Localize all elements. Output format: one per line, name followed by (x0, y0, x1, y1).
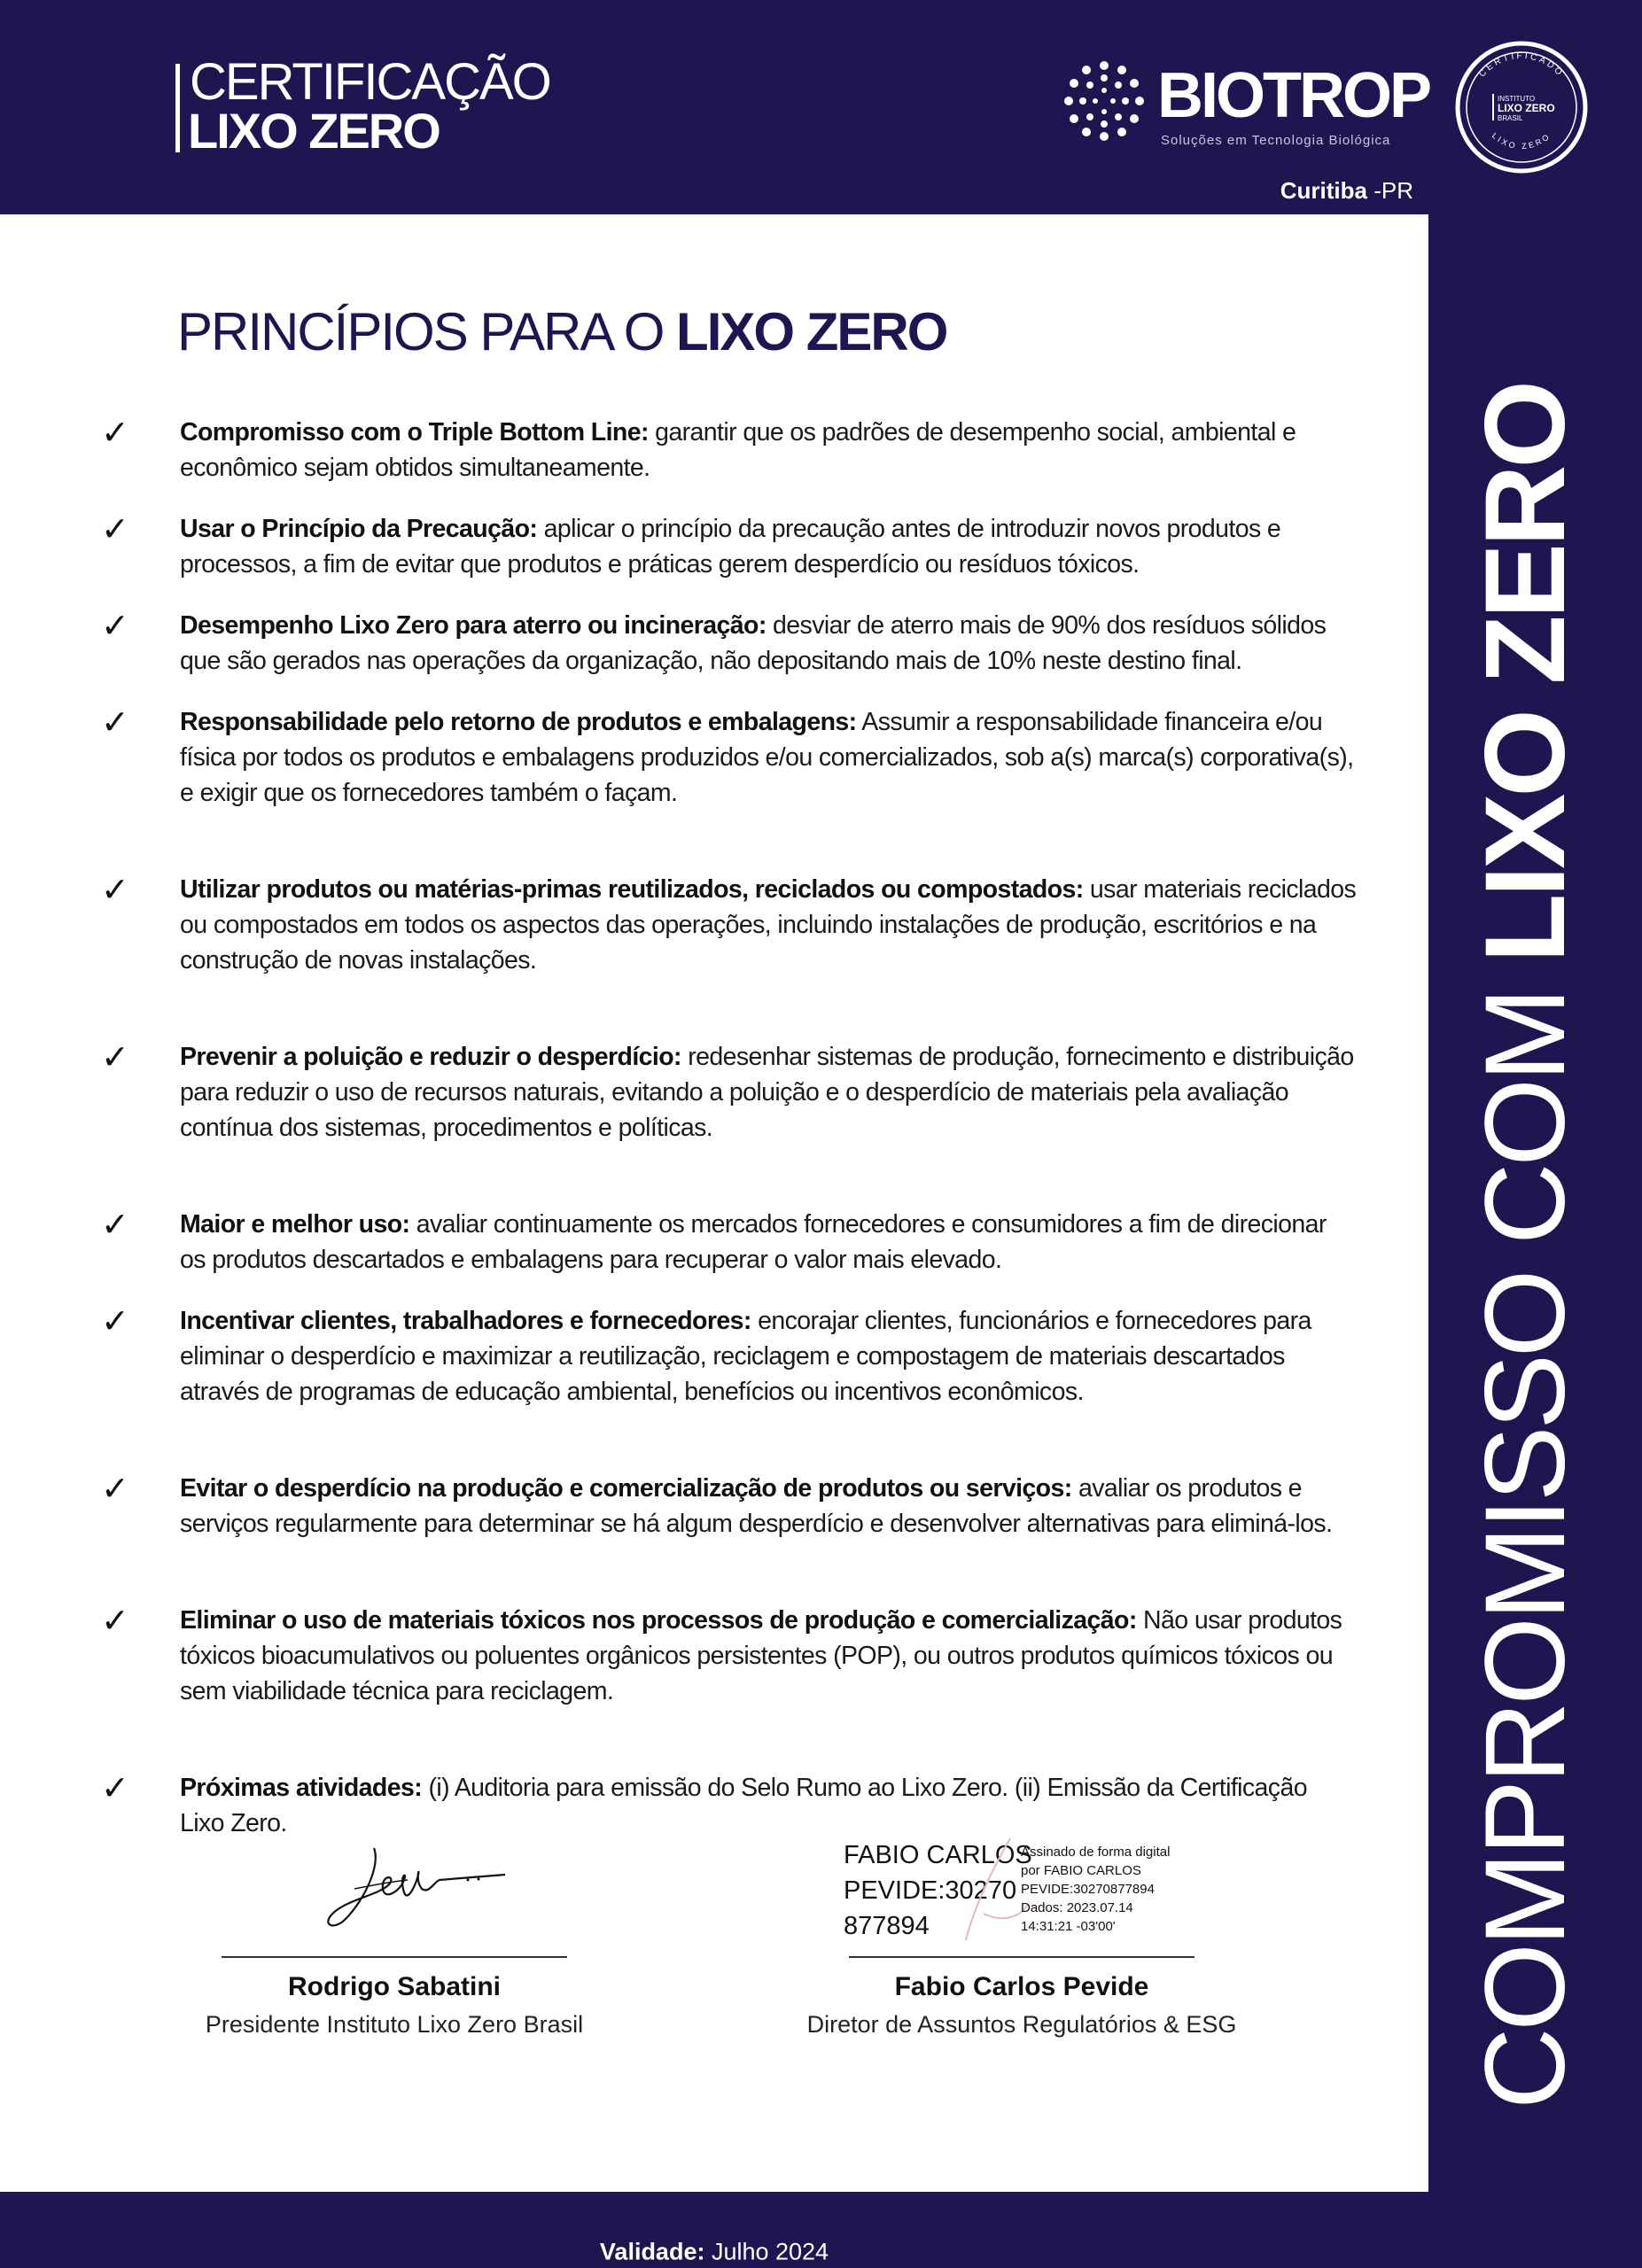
page-title-bold: LIXO ZERO (676, 302, 947, 361)
principle-item (0, 872, 1428, 978)
principle-item (0, 1039, 1428, 1146)
side-banner-bold: LIXO ZERO (1462, 383, 1589, 963)
principles-list (0, 415, 1428, 1841)
principle-text: encorajar clientes, funcionários e fornecedores para eliminar o desperdício e maximizar a reutilização, reciclagem e compostagem de materiais descartados através de programas de educação ambiental, benefícios ou incentivos econômicos. (180, 1307, 1311, 1406)
checkmark-icon: ✓ (101, 703, 129, 742)
certification-title-line1: CERTIFICAÇÃO (190, 53, 550, 111)
page-title-light: PRINCÍPIOS PARA O (177, 302, 677, 361)
principle-text: (i) Auditoria para emissão do Selo Rumo ao Lixo Zero. (ii) Emissão da Certificação Lixo Zero. (180, 1774, 1307, 1837)
principle-item (0, 608, 1428, 679)
principle-text: usar materiais reciclados ou compostados em todos os aspectos das operações, incluindo instalações de produção, escritórios e na construção de novas instalações. (180, 875, 1357, 975)
checkmark-icon: ✓ (101, 870, 129, 909)
handwritten-signature-left (319, 1839, 514, 1937)
checkmark-icon: ✓ (101, 1205, 129, 1244)
principle-item (0, 1770, 1428, 1841)
seal-center-text: LIXO ZERO (1498, 102, 1555, 114)
signature-line-left (222, 1956, 567, 1958)
biotrop-logo-icon (1062, 58, 1147, 144)
principle-title: Evitar o desperdício na produção e comercialização de produtos ou serviços: (180, 1474, 1072, 1503)
header-band (0, 0, 1642, 214)
svg-text:CERTIFICADO (1477, 51, 1565, 79)
principle-text: redesenhar sistemas de produção, fornecimento e distribuição para reduzir o uso de recursos naturais, evitando a poluição e o desperdício de materiais pela avaliação contínua dos sistemas, procedimentos e políticas. (180, 1043, 1354, 1142)
city-name: Curitiba (1280, 177, 1367, 204)
digital-signature-details: Assinado de forma digital por FABIO CARLOS PEVIDE:30270877894 Dados: 2023.07.14 14:31:21 -03'00' (1021, 1845, 1171, 1934)
signer-right-name: Fabio Carlos Pevide (894, 1972, 1149, 2001)
side-banner-light: COMPROMISSO COM (1462, 962, 1589, 2110)
signer-left-role: Presidente Instituto Lixo Zero Brasil (205, 2011, 584, 2038)
principle-title: Próximas atividades: (180, 1774, 423, 1802)
seal-top-text: CERTIFICADO (1477, 50, 1566, 80)
principle-title: Compromisso com o Triple Bottom Line: (180, 418, 649, 447)
validity-date: Julho 2024 (704, 2238, 829, 2265)
principle-title: Eliminar o uso de materiais tóxicos nos processos de produção e comercialização: (180, 1606, 1137, 1635)
principle-text: Não usar produtos tóxicos bioacumulativos ou poluentes orgânicos persistentes (POP), ou outros produtos químicos tóxicos ou sem viabilidade técnica para reciclagem. (180, 1606, 1342, 1705)
signature-line-right (849, 1956, 1195, 1958)
checkmark-icon: ✓ (101, 606, 129, 645)
principle-title: Utilizar produtos ou matérias-primas reutilizados, reciclados ou compostados: (180, 875, 1084, 904)
principle-text: aplicar o princípio da precaução antes de introduzir novos produtos e processos, a fim de evitar que produtos e práticas gerem desperdício ou resíduos tóxicos. (180, 515, 1281, 579)
principle-text: garantir que os padrões de desempenho social, ambiental e econômico sejam obtidos simultaneamente. (180, 418, 1296, 482)
brand-tagline: Soluções em Tecnologia Biológica (1161, 133, 1391, 148)
checkmark-icon: ✓ (101, 509, 129, 548)
principle-title: Prevenir a poluição e reduzir o desperdício: (180, 1043, 681, 1071)
principle-text: Assumir a responsabilidade financeira e/ou física por todos os produtos e embalagens produzidos e/ou comercializados, sob a(s) marca(s) corporativa(s), e exigir que os fornecedores também o façam. (180, 708, 1354, 807)
signer-right-role: Diretor de Assuntos Regulatórios & ESG (806, 2011, 1237, 2038)
principle-title: Responsabilidade pelo retorno de produtos e embalagens: (180, 708, 857, 736)
principle-title: Incentivar clientes, trabalhadores e fornecedores: (180, 1307, 751, 1335)
principle-item (0, 1471, 1428, 1542)
certification-bar-mark (175, 64, 180, 152)
principle-title: Desempenho Lixo Zero para aterro ou incineração: (180, 611, 767, 640)
principle-text: avaliar continuamente os mercados fornecedores e consumidores a fim de direcionar os produtos descartados e embalagens para recuperar o valor mais elevado. (180, 1210, 1327, 1274)
seal-bottom-text: LIXO ZERO (1490, 130, 1553, 151)
validity-label (0, 2239, 1428, 2266)
certification-title-line2: LIXO ZERO (188, 103, 440, 159)
principle-title: Maior e melhor uso: (180, 1210, 410, 1239)
checkmark-icon: ✓ (101, 1469, 129, 1508)
page-title (177, 301, 946, 362)
seal-country-text: BRASIL (1498, 114, 1523, 122)
checkmark-icon: ✓ (101, 1601, 129, 1640)
svg-text:LIXO ZERO (1490, 131, 1553, 151)
side-banner (1462, 383, 1589, 2110)
principle-item (0, 1603, 1428, 1709)
seal-institute-text: INSTITUTO (1498, 95, 1536, 103)
principle-text: avaliar os produtos e serviços regularmente para determinar se há algum desperdício e desenvolver alternativas para eliminá-los. (180, 1474, 1333, 1538)
validity-title: Validade: (599, 2238, 705, 2265)
lixo-zero-seal-icon (1453, 39, 1590, 175)
city-label (1280, 177, 1413, 205)
principle-title: Usar o Princípio da Precaução: (180, 515, 538, 543)
digital-signature-name: FABIO CARLOS PEVIDE:30270 877894 (844, 1841, 1032, 1940)
principle-item (0, 704, 1428, 811)
principle-item (0, 1303, 1428, 1410)
brand-name: BIOTROP (1157, 60, 1430, 131)
signer-left-name: Rodrigo Sabatini (288, 1972, 501, 2001)
checkmark-icon: ✓ (101, 1037, 129, 1076)
checkmark-icon: ✓ (101, 413, 129, 452)
principle-item (0, 415, 1428, 485)
checkmark-icon: ✓ (101, 1768, 129, 1807)
principle-item (0, 511, 1428, 582)
principle-item (0, 1207, 1428, 1278)
principle-text: desviar de aterro mais de 90% dos resíduos sólidos que são gerados nas operações da organização, não depositando mais de 10% neste destino final. (180, 611, 1327, 675)
city-state: -PR (1367, 177, 1413, 204)
checkmark-icon: ✓ (101, 1301, 129, 1340)
